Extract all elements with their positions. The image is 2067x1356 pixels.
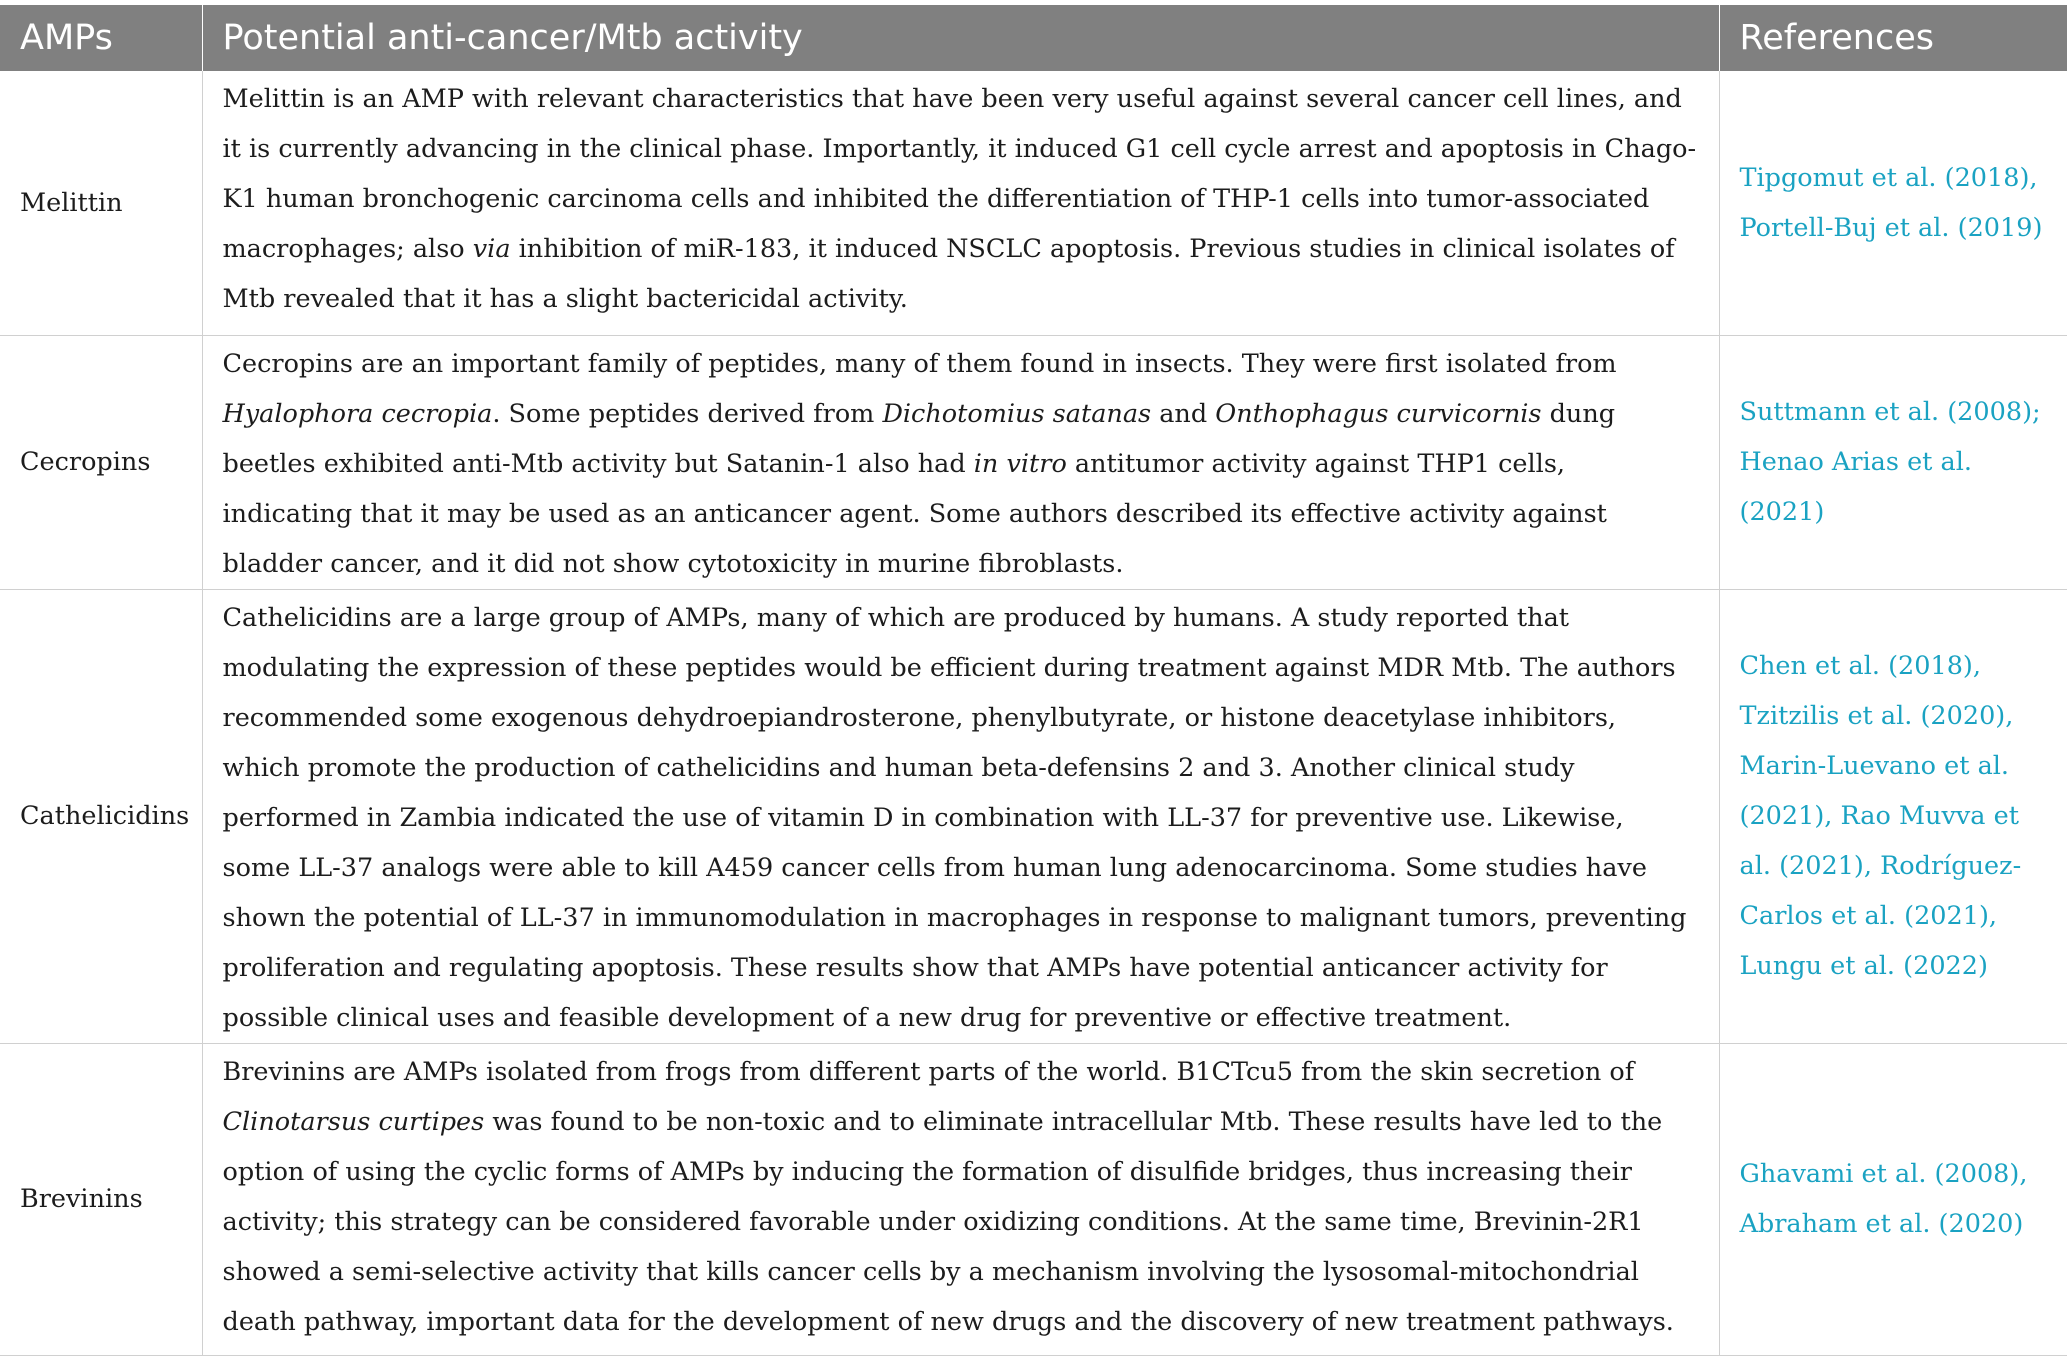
references-link[interactable]: Suttmann et al. (2008); Henao Arias et al. (2021) [1719, 335, 2067, 589]
header-amps: AMPs [0, 5, 202, 71]
references-link[interactable]: Ghavami et al. (2008), Abraham et al. (2020) [1719, 1043, 2067, 1355]
activity-description: Cathelicidins are a large group of AMPs, many of which are produced by humans. A study reported that modulating the expression of these peptides would be efficient during treatment against MDR Mtb. The authors recommended some exogenous dehydroepiandrosterone, phenylbutyrate, or histone deacetylase inhibitors, which promote the production of cathelicidins and human beta-defensins 2 and 3. Another clinical study performed in Zambia indicated the use of vitamin D in combination with LL-37 for preventive use. Likewise, some LL-37 analogs were able to kill A459 cancer cells from human lung adenocarcinoma. Some studies have shown the potential of LL-37 in immunomodulation in macrophages in response to malignant tumors, preventing proliferation and regulating apoptosis. These results show that AMPs have potential anticancer activity for possible clinical uses and feasible development of a new drug for preventive or effective treatment. [202, 589, 1719, 1043]
table-row [0, 335, 2067, 589]
amp-name: Cathelicidins [0, 589, 202, 1043]
amp-name: Cecropins [0, 335, 202, 589]
activity-description: Melittin is an AMP with relevant characteristics that have been very useful against several cancer cell lines, and it is currently advancing in the clinical phase. Importantly, it induced G1 cell cycle arrest and apoptosis in Chago-K1 human bronchogenic carcinoma cells and inhibited the differentiation of THP-1 cells into tumor-associated macrophages; also via inhibition of miR-183, it induced NSCLC apoptosis. Previous studies in clinical isolates of Mtb revealed that it has a slight bactericidal activity. [202, 71, 1719, 335]
table-row [0, 589, 2067, 1043]
amp-name: Brevinins [0, 1043, 202, 1355]
references-link[interactable]: Tipgomut et al. (2018), Portell-Buj et al. (2019) [1719, 71, 2067, 335]
activity-description: Brevinins are AMPs isolated from frogs from different parts of the world. B1CTcu5 from the skin secretion of Clinotarsus curtipes was found to be non-toxic and to eliminate intracellular Mtb. These results have led to the option of using the cyclic forms of AMPs by inducing the formation of disulfide bridges, thus increasing their activity; this strategy can be considered favorable under oxidizing conditions. At the same time, Brevinin-2R1 showed a semi-selective activity that kills cancer cells by a mechanism involving the lysosomal-mitochondrial death pathway, important data for the development of new drugs and the discovery of new treatment pathways. [202, 1043, 1719, 1355]
amp-table [0, 5, 2067, 1356]
references-link[interactable]: Chen et al. (2018), Tzitzilis et al. (2020), Marin-Luevano et al. (2021), Rao Muvva et al. (2021), Rodríguez-Carlos et al. (2021), Lungu et al. (2022) [1719, 589, 2067, 1043]
header-references: References [1719, 5, 2067, 71]
amp-name: Melittin [0, 71, 202, 335]
table-row [0, 71, 2067, 335]
header-activity: Potential anti-cancer/Mtb activity [202, 5, 1719, 71]
table-header-row [0, 5, 2067, 71]
activity-description: Cecropins are an important family of peptides, many of them found in insects. They were first isolated from Hyalophora cecropia. Some peptides derived from Dichotomius satanas and Onthophagus curvicornis dung beetles exhibited anti-Mtb activity but Satanin-1 also had in vitro antitumor activity against THP1 cells, indicating that it may be used as an anticancer agent. Some authors described its effective activity against bladder cancer, and it did not show cytotoxicity in murine fibroblasts. [202, 335, 1719, 589]
table-row [0, 1043, 2067, 1355]
